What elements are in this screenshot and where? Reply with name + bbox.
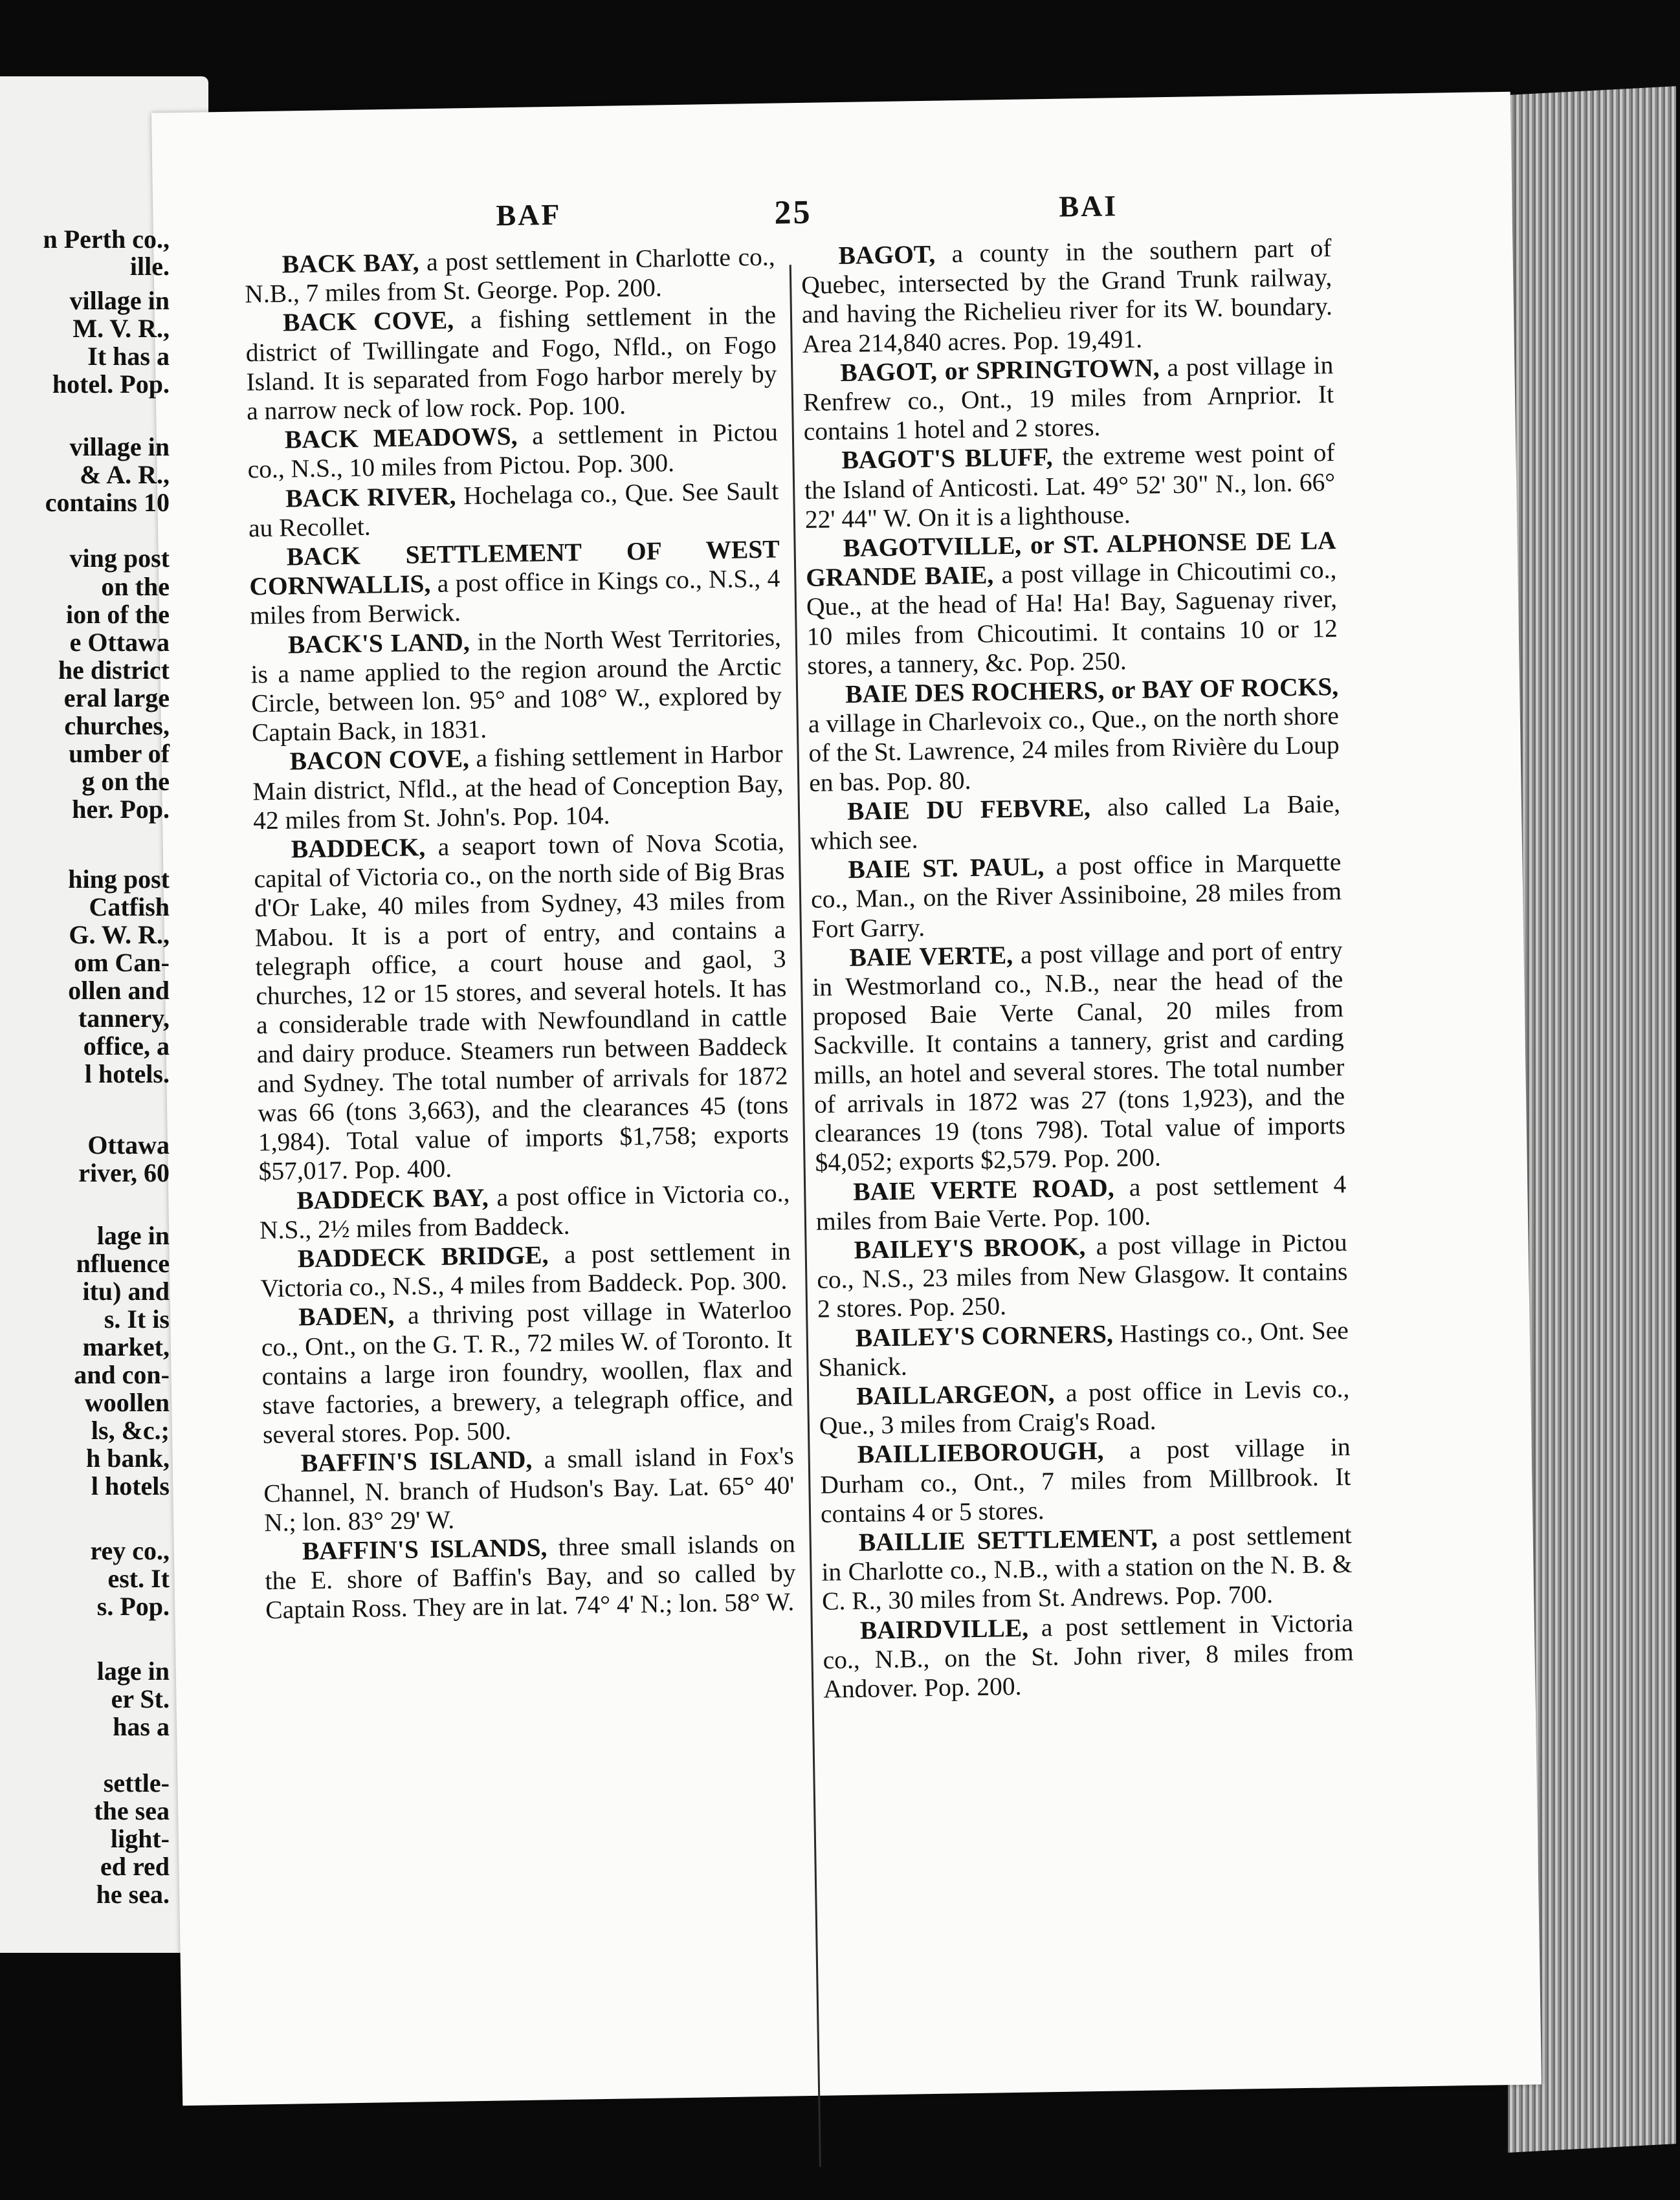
- entry-heading: BAFFIN'S ISLAND,: [300, 1446, 533, 1478]
- entry-heading: BAILEY'S BROOK,: [854, 1232, 1086, 1264]
- entry-heading: BAGOTVILLE, or ST. ALPHONSE DE LA GRANDE BAIE,: [806, 526, 1336, 593]
- facing-page-line: It has a: [87, 342, 170, 371]
- entry-text: a post village in Durham co., Ont., 7 miles from Millbrook. It contains 4 or 5 stores.: [820, 1433, 1351, 1528]
- facing-page-line: ls, &c.;: [91, 1416, 170, 1445]
- entry-text: also called La Baie, which see.: [810, 789, 1341, 855]
- facing-page-line: nfluence: [76, 1249, 170, 1278]
- entry-text: a settlement in Pictou co., N.S., 10 miles from Pictou. Pop. 300.: [247, 417, 779, 484]
- facing-page-line: s. Pop.: [96, 1592, 170, 1621]
- facing-page-line: the sea: [94, 1796, 170, 1825]
- gazetteer-entry: [261, 1295, 793, 1450]
- facing-page-line: n Perth co.,: [43, 225, 170, 254]
- facing-page-line: woollen: [84, 1388, 170, 1417]
- facing-page-line: market,: [82, 1332, 170, 1361]
- running-head-right: BAI: [1058, 189, 1118, 223]
- gazetteer-entry: [249, 535, 780, 631]
- gazetteer-entry: [815, 1169, 1347, 1236]
- facing-page-line: hing post: [68, 864, 170, 894]
- facing-page-line: lage in: [96, 1656, 170, 1686]
- entry-text: a post office in Levis co., Que., 3 miles from Craig's Road.: [819, 1374, 1350, 1440]
- entry-text: a post settlement in Victoria co., N.S., 4 miles from Baddeck. Pop. 300.: [260, 1237, 791, 1303]
- gazetteer-entry: [810, 789, 1341, 856]
- entry-text: in the North West Territories, is a name applied to the region around the Arctic Circle, between lon. 95° and 108° W., explored by Captain Back, in 1831.: [250, 622, 782, 747]
- facing-page-line: ving post: [69, 544, 170, 573]
- entry-text: a county in the southern part of Quebec, intersected by the Grand Trunk railway, and having the Richelieu river for its W. boundary. Area 214,840 acres. Pop. 19,491.: [801, 234, 1333, 358]
- gazetteer-entry: [245, 301, 778, 426]
- facing-page-line: he district: [58, 655, 170, 685]
- facing-page-line: river, 60: [78, 1158, 170, 1187]
- facing-page-line: he sea.: [96, 1880, 170, 1909]
- facing-page-line: om Can-: [74, 948, 170, 977]
- facing-page-line: Catfish: [89, 892, 170, 921]
- gazetteer-entry: [260, 1237, 791, 1303]
- facing-page-line: lage in: [96, 1221, 170, 1250]
- page-number: 25: [774, 193, 812, 232]
- gazetteer-entry: [247, 418, 779, 485]
- gazetteer-entry: [248, 476, 779, 543]
- facing-page-line: Ottawa: [87, 1130, 170, 1160]
- entry-heading: BACK SETTLEMENT OF WEST CORNWALLIS,: [249, 534, 780, 601]
- entry-text: a post village in Pictou co., N.S., 23 miles from New Glasgow. It contains 2 stores. Pop. 250.: [817, 1227, 1348, 1324]
- entry-heading: BAIE DU FEBVRE,: [846, 793, 1091, 826]
- entry-text: a post village in Renfrew co., Ont., 19 miles from Arnprior. It contains 1 hotel and 2 stores.: [802, 350, 1334, 446]
- entry-heading: BAIE DES ROCHERS, or BAY OF ROCKS,: [845, 672, 1339, 709]
- gazetteer-entry: [808, 672, 1340, 798]
- entry-heading: BACK BAY,: [282, 248, 419, 279]
- facing-page-line: G. W. R.,: [69, 920, 170, 949]
- gazetteer-entry: [823, 1608, 1354, 1704]
- gazetteer-entry: [801, 234, 1333, 359]
- entry-text: a post village in Chicoutimi co., Que., at the head of Ha! Ha! Bay, Saguenay river, 10 miles from Chicoutimi. It contains 10 or 12 stores, a tannery, &c. Pop. 250.: [806, 555, 1338, 680]
- entry-heading: BAIRDVILLE,: [859, 1613, 1029, 1645]
- facing-page-line: er St.: [111, 1684, 170, 1713]
- entry-heading: BADEN,: [298, 1301, 395, 1332]
- entry-text: a post settlement in Charlotte co., N.B., 7 miles from St. George. Pop. 200.: [245, 242, 775, 309]
- entry-text: Hochelaga co., Que. See Sault au Recollet.: [248, 476, 779, 543]
- entry-heading: BACK'S LAND,: [287, 627, 470, 659]
- facing-page-line: s. It is: [104, 1304, 170, 1334]
- entry-heading: BADDECK,: [291, 833, 426, 864]
- entry-heading: BAIE ST. PAUL,: [848, 852, 1044, 885]
- facing-page-line: ed red: [100, 1852, 170, 1881]
- facing-page-line: rey co.,: [90, 1536, 170, 1565]
- facing-page-line: and con-: [74, 1360, 170, 1389]
- facing-page-line: contains 10: [45, 488, 170, 517]
- gazetteer-entry: [805, 526, 1338, 681]
- gazetteer-entry: [810, 848, 1342, 943]
- entry-heading: BAILEY'S CORNERS,: [855, 1319, 1114, 1352]
- facing-page-line: ille.: [129, 252, 170, 281]
- entry-heading: BACK RIVER,: [285, 481, 456, 513]
- right-column: [801, 234, 1354, 1704]
- gazetteer-entry: [821, 1521, 1353, 1616]
- facing-page-line: itu) and: [82, 1277, 170, 1306]
- entry-text: Hastings co., Ont. See Shanick.: [818, 1315, 1349, 1382]
- facing-page-line: l hotels.: [84, 1059, 170, 1088]
- entry-heading: BAIE VERTE ROAD,: [852, 1173, 1114, 1206]
- facing-page-line: her. Pop.: [72, 795, 170, 824]
- facing-page-line: churches,: [64, 711, 170, 740]
- gazetteer-entry: [244, 243, 775, 309]
- entry-text: a village in Charlevoix co., Que., on the north shore of the St. Lawrence, 24 miles from Rivière du Loup en bas. Pop. 80.: [808, 701, 1340, 797]
- gazetteer-entry: [802, 351, 1334, 446]
- facing-page-line: g on the: [82, 767, 170, 796]
- facing-page-line: est. It: [107, 1564, 170, 1593]
- facing-page-line: ion of the: [66, 600, 170, 629]
- entry-heading: BACON COVE,: [289, 744, 470, 776]
- entry-text: a post settlement in Charlotte co., N.B., with a station on the N. B. & C. R., 30 miles from St. Andrews. Pop. 700.: [821, 1520, 1353, 1616]
- entry-text: a fishing settlement in the district of Twillingate and Fogo, Nfld., on Fogo Island. It is separated from Fogo harbor merely by a narrow neck of low rock. Pop. 100.: [245, 300, 777, 426]
- entry-text: a post settlement in Victoria co., N.B., on the St. John river, 8 miles from Andover. Pop. 200.: [823, 1608, 1354, 1704]
- entry-heading: BADDECK BAY,: [296, 1183, 489, 1215]
- facing-page-line: light-: [110, 1824, 170, 1853]
- facing-page-line: e Ottawa: [69, 628, 170, 657]
- entry-heading: BAGOT,: [838, 239, 936, 270]
- facing-page-line: eral large: [63, 683, 170, 712]
- entry-heading: BAIE VERTE,: [849, 940, 1013, 972]
- entry-heading: BAFFIN'S ISLANDS,: [302, 1533, 547, 1566]
- gazetteer-entry: [819, 1433, 1351, 1528]
- facing-page-line: ollen and: [68, 976, 170, 1005]
- facing-page-line: has a: [113, 1712, 170, 1741]
- entry-text: a post office in Marquette co., Man., on the River Assiniboine, 28 miles from Fort Garry.: [810, 848, 1342, 943]
- gazetteer-entry: [812, 936, 1346, 1178]
- facing-page-line: & A. R.,: [80, 460, 170, 489]
- entry-text: a fishing settlement in Harbor Main district, Nfld., at the head of Conception Bay, 42 miles from St. John's. Pop. 104.: [252, 739, 784, 835]
- entry-text: a thriving post village in Waterloo co., Ont., on the G. T. R., 72 miles W. of Toronto. It contains a large iron foundry, woollen, flax and stave factories, a brewery, a telegraph office, and several stores. Pop. 500.: [261, 1295, 793, 1449]
- entry-text: a post settlement 4 miles from Baie Verte. Pop. 100.: [815, 1169, 1347, 1236]
- facing-page-line: M. V. R.,: [72, 314, 170, 343]
- entry-text: a post office in Kings co., N.S., 4 miles from Berwick.: [249, 564, 780, 630]
- gazetteer-entry: [254, 828, 790, 1187]
- gazetteer-entry: [804, 438, 1336, 534]
- entry-text: a post office in Victoria co., N.S., 2½ miles from Baddeck.: [259, 1178, 790, 1244]
- facing-page-line: on the: [101, 572, 170, 601]
- facing-page-line: tannery,: [78, 1004, 170, 1033]
- entry-heading: BAGOT'S BLUFF,: [841, 443, 1053, 475]
- entry-heading: BADDECK BRIDGE,: [297, 1240, 549, 1273]
- entry-text: the extreme west point of the Island of Anticosti. Lat. 49° 52' 30" N., lon. 66° 22' 44" W. On it is a lighthouse.: [804, 438, 1336, 534]
- facing-page-line: h bank,: [86, 1444, 170, 1473]
- entry-text: a seaport town of Nova Scotia, capital of Victoria co., on the north side of Big Bras d'Or Lake, 40 miles from Sydney, 43 miles from Mabou. It is a port of entry, and contains a telegraph office, a court house and gaol, 3 churches, 12 or 15 stores, and several hotels. It has a considerable trade with Newfoundland in cattle and dairy produce. Steamers run between Baddeck and Sydney. The total number of arrivals for 1872 was 66 (tons 3,663), and the clearances 45 (tons 1,984). Total value of imports $1,758; exports $57,017. Pop. 400.: [254, 827, 790, 1186]
- facing-page-line: umber of: [69, 739, 170, 768]
- facing-page-line: settle-: [103, 1768, 170, 1798]
- facing-page-line: village in: [69, 432, 170, 461]
- entry-heading: BAILLIEBOROUGH,: [857, 1436, 1104, 1469]
- facing-page-line: village in: [69, 286, 170, 315]
- gazetteer-entry: [252, 740, 784, 835]
- gazetteer-entry: [819, 1374, 1350, 1441]
- entry-heading: BAILLIE SETTLEMENT,: [858, 1523, 1158, 1557]
- running-head-left: BAF: [496, 197, 562, 232]
- entry-heading: BACK MEADOWS,: [284, 422, 518, 454]
- gazetteer-entry: [259, 1178, 790, 1245]
- entry-text: a small island in Fox's Channel, N. branch of Hudson's Bay. Lat. 65° 40' N.; lon. 83° 29' W.: [263, 1441, 795, 1537]
- entry-text: three small islands on the E. shore of Baffin's Bay, and so called by Captain Ross. They are in lat. 74° 4' N.; lon. 58° W.: [265, 1529, 796, 1625]
- gazetteer-entry: [817, 1315, 1349, 1382]
- gazetteer-entry: [263, 1442, 795, 1537]
- entry-heading: BAILLARGEON,: [856, 1378, 1055, 1411]
- facing-page-line: l hotels: [91, 1471, 170, 1501]
- gazetteer-entry: [250, 622, 783, 748]
- entry-heading: BAGOT, or SPRINGTOWN,: [840, 353, 1160, 387]
- facing-page-line: hotel. Pop.: [52, 369, 170, 399]
- entry-text: a post village and port of entry in Westmorland co., N.B., near the head of the proposed Baie Verte Canal, 20 miles from Sackville. It contains a tannery, grist and carding mills, an hotel and several stores. The total number of arrivals in 1872 was 27 (tons 1,923), and the clearances 19 (tons 798). Total value of imports $4,052; exports $2,579. Pop. 200.: [812, 935, 1346, 1178]
- gazetteer-entry: [265, 1529, 797, 1625]
- book-page: [151, 92, 1542, 2106]
- facing-page-line: office, a: [83, 1031, 170, 1061]
- left-column: [244, 243, 796, 1625]
- gazetteer-entry: [816, 1228, 1348, 1324]
- entry-heading: BACK COVE,: [282, 305, 454, 337]
